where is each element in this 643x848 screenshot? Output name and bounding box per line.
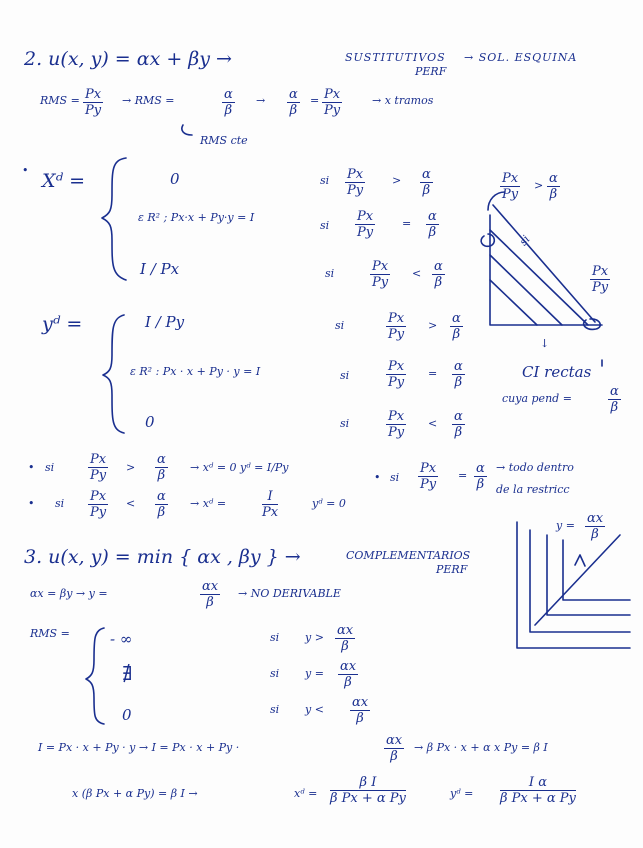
brace-xd <box>102 158 126 280</box>
alpha: α <box>454 359 463 374</box>
income: I <box>262 490 278 505</box>
summary3-eq: = <box>458 469 468 482</box>
gt: > <box>428 319 438 332</box>
bullet: • <box>22 164 29 177</box>
alpha: α <box>157 489 166 504</box>
beta: β <box>422 183 431 198</box>
px: Px <box>324 87 341 102</box>
rms3-cond1: y > <box>305 631 324 644</box>
py: Py <box>372 275 389 290</box>
alpha: α <box>224 87 233 102</box>
px: Px <box>90 489 107 504</box>
summary2-yd: yᵈ = 0 <box>312 497 346 510</box>
yd-cond2-ab <box>452 360 465 389</box>
xd-cond3-ab <box>432 260 445 289</box>
beta: β <box>454 375 463 390</box>
graph1-down: ↓ <box>540 337 550 350</box>
yd3-frac <box>500 776 576 805</box>
yd-case1: I / Py <box>145 313 185 331</box>
si-1: si <box>320 174 330 187</box>
px-py-fraction <box>322 88 342 117</box>
kink-den: β <box>341 639 349 654</box>
graph2-arrow <box>575 555 585 566</box>
rms-px: Px <box>85 87 102 102</box>
py: Py <box>592 280 609 295</box>
budget-frac-den: β <box>390 749 398 764</box>
px: Px <box>388 409 405 424</box>
graph1-gt: > <box>534 179 544 192</box>
kink-den: β <box>591 527 599 542</box>
si-4: si <box>335 319 345 332</box>
graph1-marker-top <box>481 234 494 246</box>
curved-arrow <box>182 125 192 135</box>
py: Py <box>347 183 364 198</box>
summary1-gt: > <box>126 461 136 474</box>
summary2-ab <box>155 490 168 519</box>
beta: β <box>454 425 463 440</box>
py: Py <box>502 187 519 202</box>
yd-den: β Px + α Py <box>500 791 576 806</box>
section2-result: → SOL. ESQUINA <box>464 51 578 64</box>
alpha: α <box>452 311 461 326</box>
px: Px <box>388 359 405 374</box>
beta: β <box>610 400 619 415</box>
beta: β <box>476 477 485 492</box>
py: Py <box>357 225 374 240</box>
xd-num: β I <box>330 776 406 791</box>
px: Px <box>347 167 364 182</box>
section2-heading: 2. u(x, y) = αx + βy → <box>24 48 232 70</box>
lt: < <box>412 267 422 280</box>
section2-class-sub: PERF <box>415 65 447 78</box>
rms3-cond3: y < <box>305 703 324 716</box>
si-8: si <box>270 667 280 680</box>
kink-frac <box>200 580 220 609</box>
summary2-si: si <box>55 497 65 510</box>
rms3-cond2: y = <box>305 667 324 680</box>
eq: = <box>428 367 438 380</box>
summary3-result: → todo dentro <box>496 461 574 474</box>
kink-den: β <box>344 675 352 690</box>
si-5: si <box>340 369 350 382</box>
beta: β <box>434 275 443 290</box>
px: Px <box>592 264 609 279</box>
alpha-beta-fraction-2 <box>287 88 300 117</box>
summary2-bullet: • <box>28 497 35 510</box>
py: Py <box>324 103 341 118</box>
kink-num: αx <box>587 511 604 526</box>
beta: β <box>224 103 233 118</box>
graph1-note1: CI rectas <box>522 363 592 381</box>
xd-cond1-ab <box>420 168 433 197</box>
xd-den: β Px + α Py <box>330 791 406 806</box>
kink-den: β <box>356 711 364 726</box>
yd-num: I α <box>500 776 576 791</box>
summary3-ab <box>474 462 487 491</box>
kink-eq: αx = βy → y = <box>30 587 108 600</box>
alpha: α <box>476 461 485 476</box>
xd-cond3-frac <box>370 260 390 289</box>
summary1-si: si <box>45 461 55 474</box>
xd-case3: I / Px <box>140 260 180 278</box>
graph2-L1 <box>530 530 630 632</box>
beta: β <box>428 225 437 240</box>
graph1-slope-frac <box>608 385 621 414</box>
brace-rms3 <box>86 628 104 724</box>
graph1-frac-px <box>500 172 520 201</box>
si-3: si <box>325 267 335 280</box>
kink-den: β <box>206 595 214 610</box>
beta: β <box>289 103 298 118</box>
brace-yd <box>103 315 124 433</box>
rms-eq2: → RMS = <box>122 94 175 107</box>
graph1-frac-ab <box>547 172 560 201</box>
alpha: α <box>434 259 443 274</box>
alpha: α <box>289 87 298 102</box>
graph2-L2 <box>547 535 630 615</box>
yd-case3: 0 <box>145 413 155 431</box>
yd-cond1-frac <box>386 312 406 341</box>
yd-case2: ε R² : Px · x + Py · y = I <box>130 365 261 378</box>
py: Py <box>388 327 405 342</box>
si-7: si <box>270 631 280 644</box>
summary3-line2: de la restricc <box>496 483 570 496</box>
kink-num: αx <box>340 659 357 674</box>
section3-class-sub: PERF <box>436 563 468 576</box>
rms-cte-note: RMS cte <box>200 134 248 147</box>
beta: β <box>549 187 558 202</box>
summary1-bullet: • <box>28 461 35 474</box>
graph2-label: y = <box>556 519 575 532</box>
yd-label: yᵈ = <box>42 313 83 335</box>
xd-cond2-ab <box>426 210 439 239</box>
summary3-bullet: • <box>374 471 381 484</box>
yd-cond3-ab <box>452 410 465 439</box>
px: Px <box>388 311 405 326</box>
xd-case1: 0 <box>170 170 180 188</box>
py: Py <box>90 468 107 483</box>
xd3-label: xᵈ = <box>294 787 318 800</box>
rms3-case3: 0 <box>122 706 132 724</box>
summary2-xd-frac <box>262 490 278 519</box>
yd-cond1-ab <box>450 312 463 341</box>
px: Px <box>262 505 279 520</box>
px: Px <box>420 461 437 476</box>
alpha: α <box>157 452 166 467</box>
summary3-frac <box>418 462 438 491</box>
alpha: α <box>428 209 437 224</box>
py: Py <box>90 505 107 520</box>
alpha: α <box>610 384 619 399</box>
px: Px <box>357 209 374 224</box>
py: Py <box>388 425 405 440</box>
alpha-beta-fraction <box>222 88 235 117</box>
px: Px <box>502 171 519 186</box>
summary1-ab <box>155 453 168 482</box>
xd-cond2-frac <box>355 210 375 239</box>
rms3-cond3-frac <box>350 696 370 725</box>
solve-line: x (β Px + α Py) = β I → <box>72 787 198 800</box>
xd3-frac <box>330 776 406 805</box>
kink-num: αx <box>202 579 219 594</box>
yd-cond3-frac <box>386 410 406 439</box>
summary2-result: → xᵈ = <box>190 497 227 510</box>
py: Py <box>388 375 405 390</box>
summary2-lt: < <box>126 497 136 510</box>
beta: β <box>157 468 166 483</box>
xd-label: Xᵈ = <box>42 170 86 192</box>
si-6: si <box>340 417 350 430</box>
kink-num: αx <box>352 695 369 710</box>
xd-cond1-frac <box>345 168 365 197</box>
rms-py: Py <box>85 103 102 118</box>
alpha: α <box>422 167 431 182</box>
budget-line: I = Px · x + Py · y → I = Px · x + Py · <box>38 741 240 754</box>
eq: = <box>402 217 412 230</box>
py: Py <box>420 477 437 492</box>
rms3-label: RMS = <box>30 627 70 640</box>
graph1-frac-px-right <box>590 265 610 294</box>
graph2-L3 <box>563 540 630 600</box>
kink-note: → NO DERIVABLE <box>238 587 341 600</box>
equals: = <box>310 94 320 107</box>
px: Px <box>90 452 107 467</box>
graph2-frac <box>585 512 605 541</box>
si-9: si <box>270 703 280 716</box>
budget-frac-num: αx <box>386 733 403 748</box>
tramos-note: → x tramos <box>372 94 434 107</box>
rms3-case1: - ∞ <box>110 630 133 648</box>
section3-class-label: COMPLEMENTARIOS <box>346 549 471 562</box>
rms3-case2: ∄ <box>122 663 133 685</box>
rms3-cond2-frac <box>338 660 358 689</box>
beta: β <box>157 505 166 520</box>
arrow: → <box>256 94 266 107</box>
graph1-line <box>493 205 595 322</box>
section3-heading: 3. u(x, y) = min { αx , βy } → <box>24 546 301 568</box>
alpha: α <box>549 171 558 186</box>
rms-label: RMS = <box>40 94 80 107</box>
summary2-frac <box>88 490 108 519</box>
alpha: α <box>454 409 463 424</box>
gt: > <box>392 174 402 187</box>
kink-num: αx <box>337 623 354 638</box>
graph1-si: si <box>516 232 533 249</box>
budget-frac <box>384 734 404 763</box>
yd3-label: yᵈ = <box>450 787 474 800</box>
budget-line-end: → β Px · x + α x Py = β I <box>414 741 548 754</box>
graph1-line <box>490 230 588 325</box>
summary1-result: → xᵈ = 0 yᵈ = I/Py <box>190 461 289 474</box>
yd-cond2-frac <box>386 360 406 389</box>
rms3-cond1-frac <box>335 624 355 653</box>
summary3-si: si <box>390 471 400 484</box>
xd-case2: ε R² ; Px·x + Py·y = I <box>138 211 255 224</box>
px: Px <box>372 259 389 274</box>
beta: β <box>452 327 461 342</box>
summary1-frac <box>88 453 108 482</box>
lt: < <box>428 417 438 430</box>
rms-fraction <box>83 88 103 117</box>
graph1-note2: cuya pend = <box>502 392 572 405</box>
graph1-line <box>490 280 537 325</box>
si-2: si <box>320 219 330 232</box>
section2-class-label: SUSTITUTIVOS <box>345 51 446 64</box>
